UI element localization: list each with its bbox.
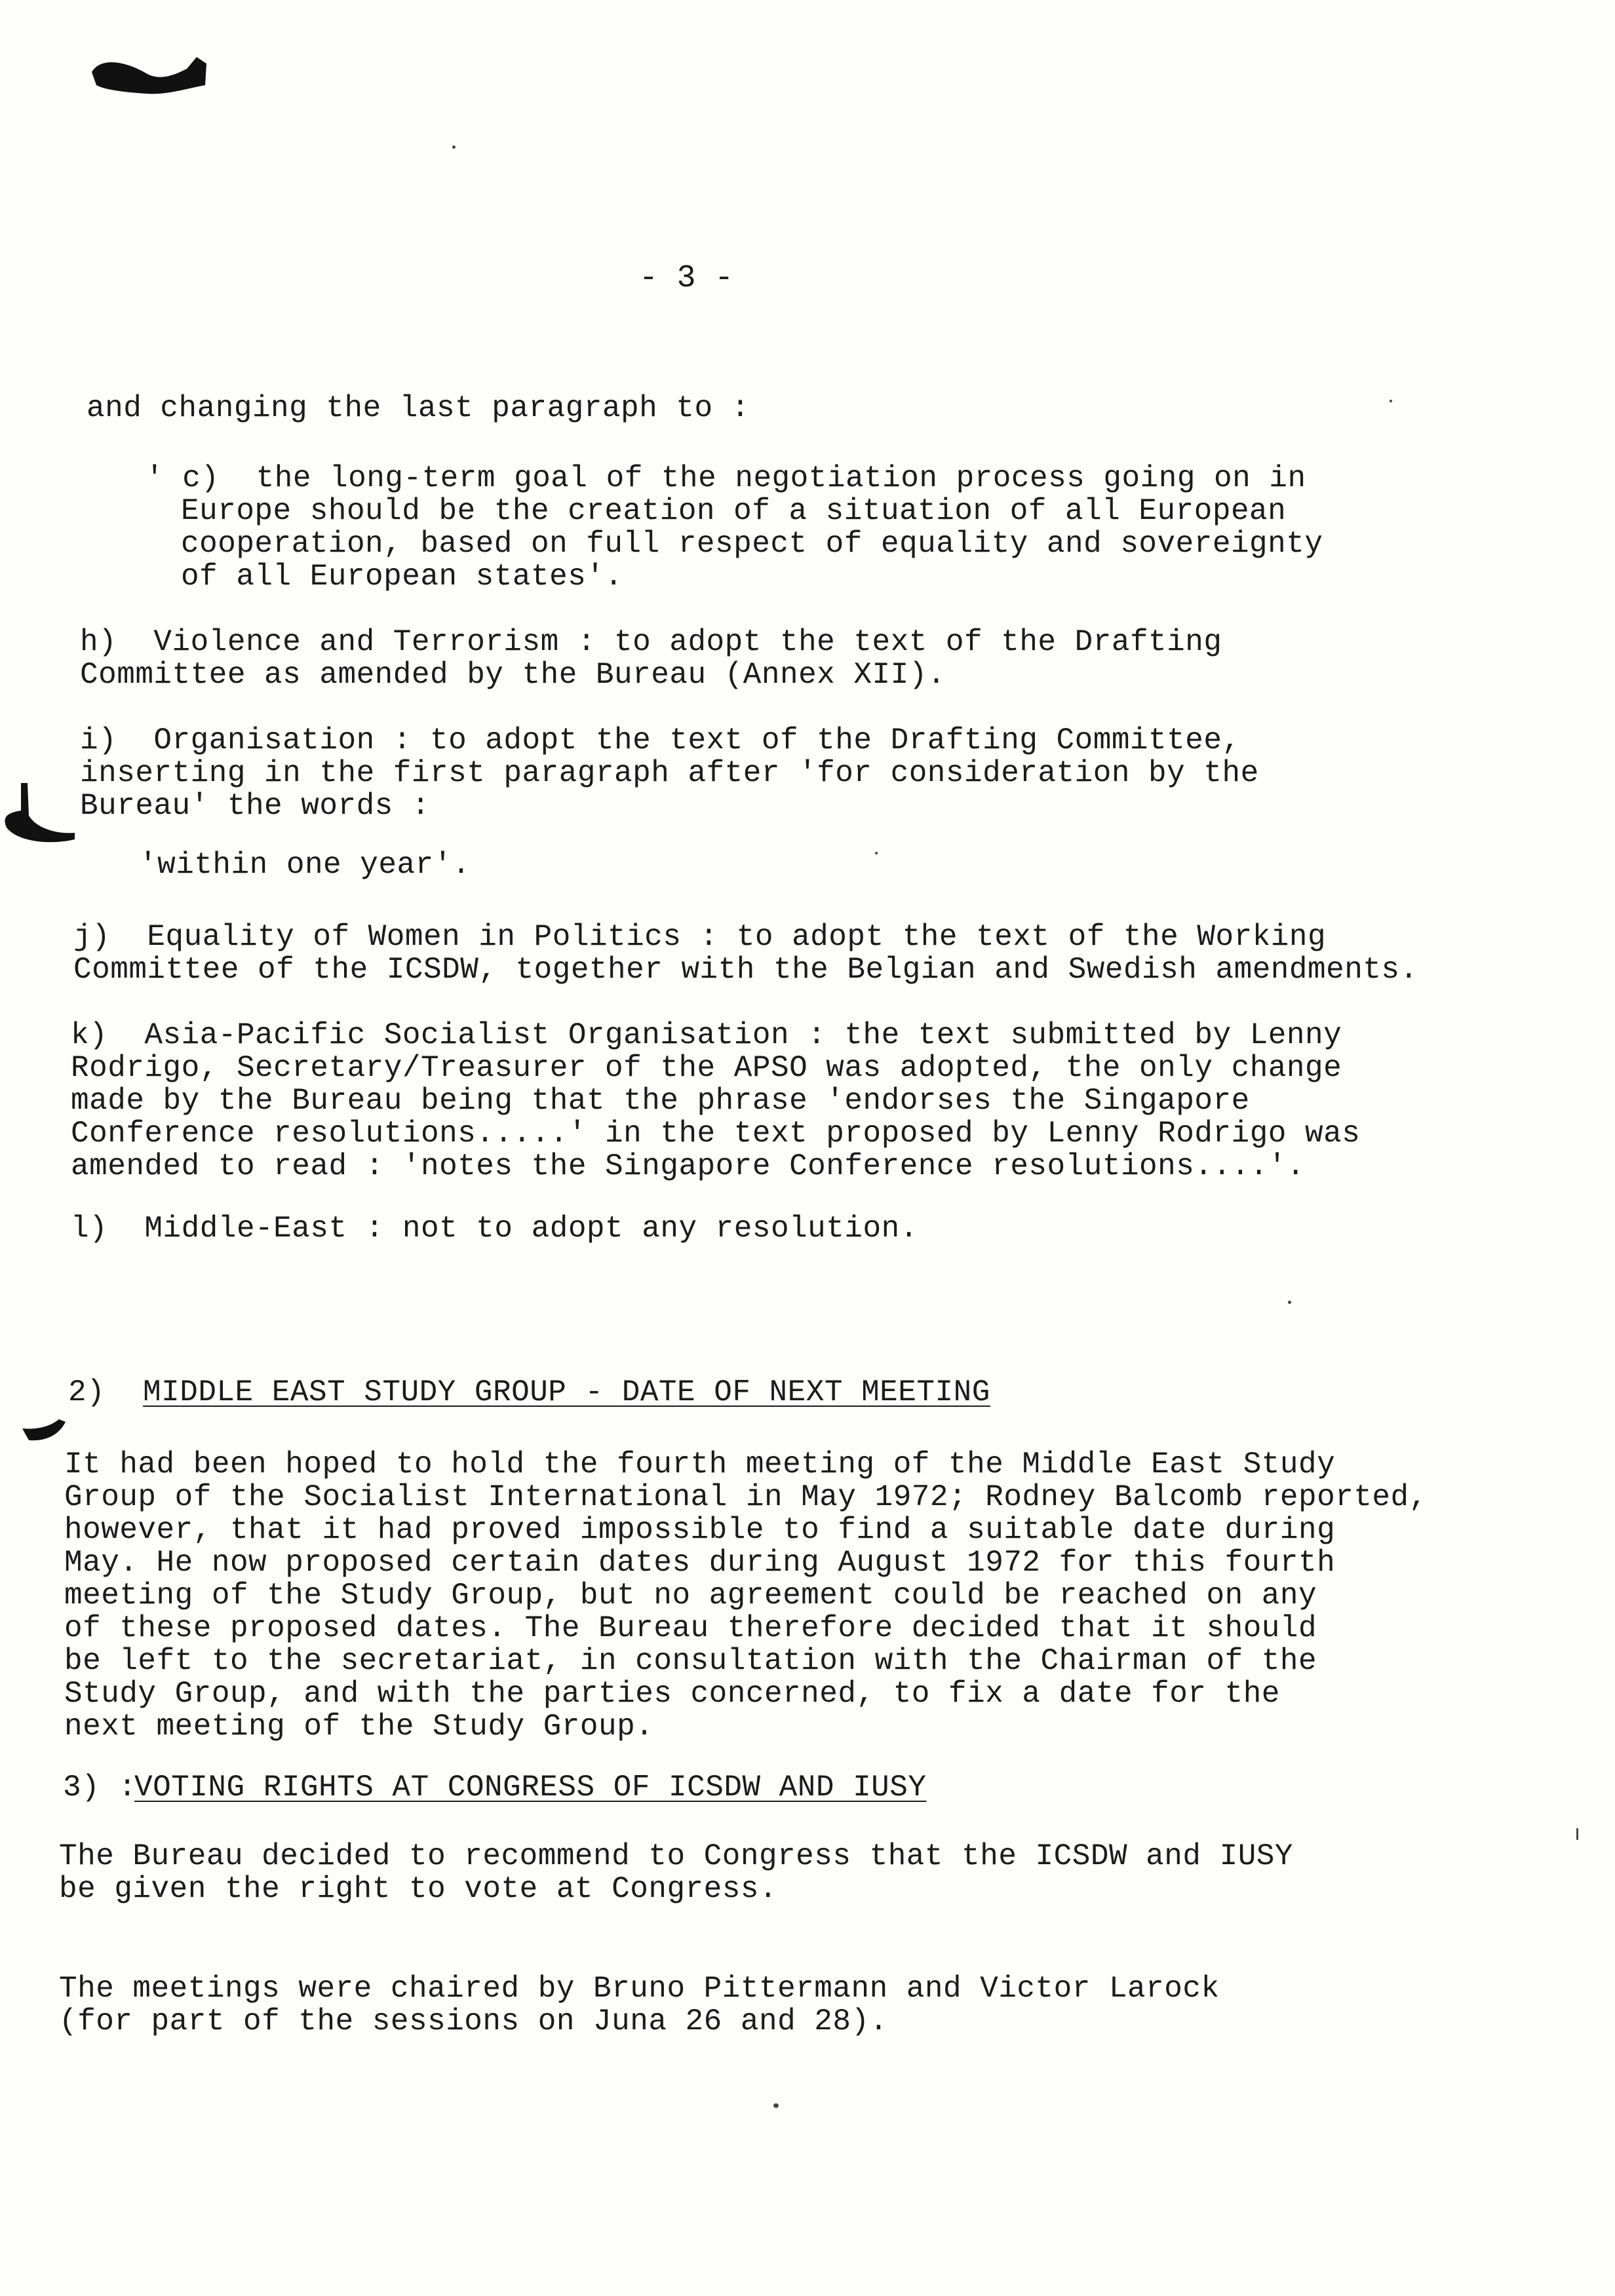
section-2-line: meeting of the Study Group, but no agreement could be reached on any	[64, 1578, 1317, 1613]
item-i-line: i) Organisation : to adopt the text of the Drafting Committee,	[80, 723, 1241, 757]
quote-c-line: of all European states'.	[181, 560, 623, 594]
section-3-line: be given the right to vote at Congress.	[59, 1872, 778, 1906]
item-i-quote: 'within one year'.	[139, 848, 471, 882]
item-k-line: k) Asia-Pacific Socialist Organisation : the text submitted by Lenny	[71, 1018, 1342, 1052]
item-j-line: j) Equality of Women in Politics : to adopt the text of the Working	[73, 920, 1327, 954]
section-2-number: 2)	[68, 1375, 106, 1409]
section-2-line: Group of the Socialist International in May 1972; Rodney Balcomb reported,	[64, 1480, 1428, 1514]
bracket-mark-left-2	[20, 1415, 72, 1448]
section-2-line: next meeting of the Study Group.	[64, 1710, 654, 1744]
item-l-line: l) Middle-East : not to adopt any resolution.	[71, 1212, 918, 1246]
section-3-number: 3) :	[63, 1770, 137, 1805]
section-2-line: of these proposed dates. The Bureau therefore decided that it should	[64, 1611, 1317, 1645]
closing-line: (for part of the sessions on Juna 26 and 28).	[59, 2004, 888, 2038]
section-2-line: It had been hoped to hold the fourth meeting of the Middle East Study	[64, 1447, 1336, 1482]
scan-speck	[1576, 1828, 1578, 1840]
item-k-line: made by the Bureau being that the phrase 'endorses the Singapore	[71, 1084, 1250, 1118]
item-h-line: Committee as amended by the Bureau (Annex XII).	[80, 658, 946, 692]
section-2-line: May. He now proposed certain dates during August 1972 for this fourth	[64, 1546, 1336, 1580]
item-i-line: Bureau' the words :	[80, 789, 430, 823]
section-2-line: however, that it had proved impossible to find a suitable date during	[64, 1513, 1336, 1547]
item-j-line: Committee of the ICSDW, together with the Belgian and Swedish amendments.	[73, 953, 1418, 987]
item-i-line: inserting in the first paragraph after 'for consideration by the	[80, 756, 1259, 790]
bracket-mark-left	[1, 776, 80, 849]
section-2-line: Study Group, and with the parties concerned, to fix a date for the	[64, 1677, 1280, 1711]
item-k-line: Conference resolutions.....' in the text proposed by Lenny Rodrigo was	[71, 1117, 1361, 1151]
scan-speck	[1390, 400, 1392, 402]
quote-c-line: Europe should be the creation of a situation of all European	[181, 494, 1287, 528]
section-3-line: The Bureau decided to recommend to Congress that the ICSDW and IUSY	[59, 1839, 1294, 1873]
scan-speck	[773, 2103, 779, 2108]
closing-line: The meetings were chaired by Bruno Pittermann and Victor Larock	[59, 1972, 1220, 2006]
punch-hole-mark	[88, 49, 220, 102]
intro-line: and changing the last paragraph to :	[87, 391, 750, 425]
scan-speck	[875, 852, 878, 854]
scan-speck	[452, 145, 456, 149]
quote-c-line: cooperation, based on full respect of equality and sovereignty	[181, 527, 1323, 561]
item-k-line: Rodrigo, Secretary/Treasurer of the APSO was adopted, the only change	[71, 1051, 1342, 1085]
section-2-heading: MIDDLE EAST STUDY GROUP - DATE OF NEXT MEETING	[143, 1375, 990, 1409]
item-h-line: h) Violence and Terrorism : to adopt the text of the Drafting	[80, 625, 1222, 659]
item-k-line: amended to read : 'notes the Singapore Conference resolutions....'.	[71, 1149, 1306, 1183]
quote-c-line: ' c) the long-term goal of the negotiation process going on in	[146, 461, 1306, 495]
page-number: - 3 -	[639, 261, 734, 296]
section-2-line: be left to the secretariat, in consultation with the Chairman of the	[64, 1644, 1317, 1678]
section-3-heading: VOTING RIGHTS AT CONGRESS OF ICSDW AND IUSY	[134, 1770, 927, 1805]
scan-speck	[1288, 1301, 1291, 1304]
